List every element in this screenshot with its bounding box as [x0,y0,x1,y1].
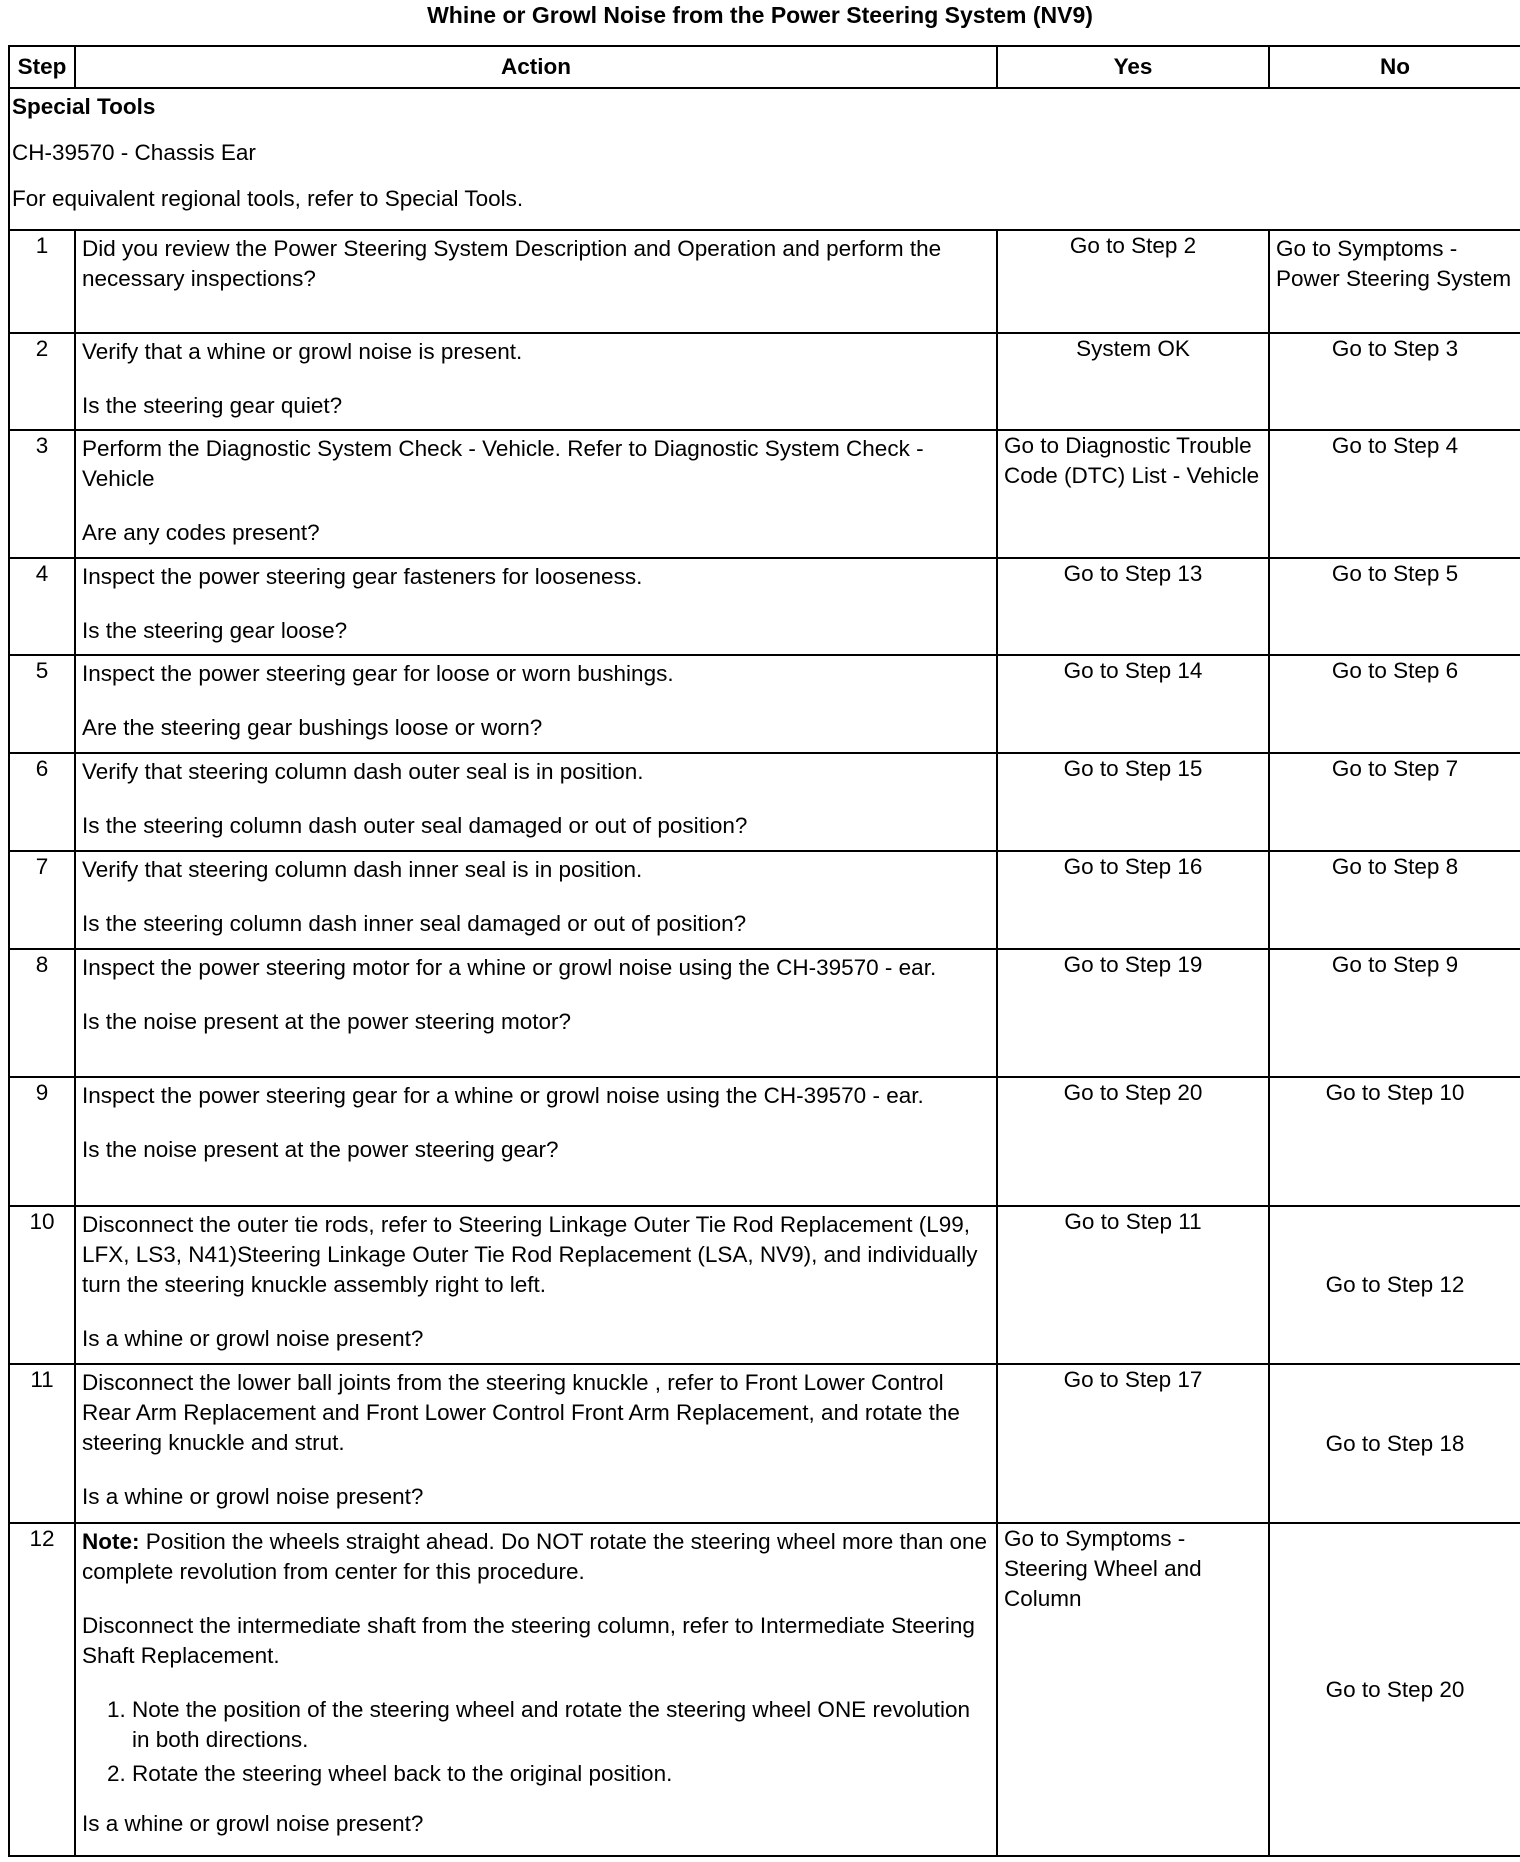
action-text: Perform the Diagnostic System Check - Vehicle. Refer to Diagnostic System Check - Vehicle [82,436,924,491]
no-result: Go to Step 3 [1269,333,1520,430]
table-row [9,655,1520,753]
list-item: 1. Note the position of the steering wheel and rotate the steering wheel ONE revolution in both directions. [132,1695,990,1755]
table-row [9,1523,1520,1856]
step-number: 9 [9,1077,75,1206]
step-number: 8 [9,949,75,1077]
table-row [9,1206,1520,1364]
note-label: Note: [82,1529,140,1554]
yes-result: Go to Symptoms - Steering Wheel and Column [997,1523,1269,1856]
action-text: Verify that steering column dash outer seal is in position. [82,759,644,784]
yes-result: Go to Step 17 [997,1364,1269,1523]
action-text: Verify that steering column dash inner seal is in position. [82,857,643,882]
action-cell [75,430,997,558]
no-result: Go to Step 5 [1269,558,1520,655]
note-text: Position the wheels straight ahead. Do NOT rotate the steering wheel more than one complete revolution from center for this procedure. [82,1529,988,1584]
table-row [9,230,1520,333]
action-question: Is the steering column dash inner seal damaged or out of position? [82,911,747,936]
action-question: Is the noise present at the power steering motor? [82,1009,572,1034]
step-number: 12 [9,1523,75,1856]
action-text: Inspect the power steering gear for loose or worn bushings. [82,661,674,686]
yes-result: Go to Step 20 [997,1077,1269,1206]
step-number: 6 [9,753,75,851]
action-question: Is the steering column dash outer seal damaged or out of position? [82,813,748,838]
yes-result: Go to Step 2 [997,230,1269,333]
step-number: 7 [9,851,75,949]
yes-result: Go to Step 14 [997,655,1269,753]
action-cell [75,851,997,949]
no-result: Go to Step 18 [1269,1364,1520,1523]
no-result: Go to Step 6 [1269,655,1520,753]
special-tools-row [9,88,1520,230]
table-header-row [9,46,1520,88]
header-yes: Yes [997,46,1269,88]
table-row [9,949,1520,1077]
header-action: Action [75,46,997,88]
action-cell [75,1206,997,1364]
yes-result: Go to Step 19 [997,949,1269,1077]
step-number: 3 [9,430,75,558]
action-text: Inspect the power steering motor for a whine or growl noise using the CH-39570 - ear. [82,955,937,980]
table-row [9,753,1520,851]
special-tools-heading: Special Tools [12,94,156,119]
action-question: Is the noise present at the power steering gear? [82,1137,559,1162]
yes-result: Go to Step 13 [997,558,1269,655]
action-cell [75,949,997,1077]
header-no: No [1269,46,1520,88]
action-cell [75,1077,997,1206]
action-cell [75,558,997,655]
action-cell [75,1364,997,1523]
action-question: Is the steering gear quiet? [82,393,343,418]
action-text: Verify that a whine or growl noise is present. [82,339,523,364]
action-cell [75,1523,997,1856]
document-title: Whine or Growl Noise from the Power Steering System (NV9) [427,2,1093,28]
list-item: 2. Rotate the steering wheel back to the original position. [132,1759,990,1789]
action-text: Disconnect the intermediate shaft from the steering column, refer to Intermediate Steering Shaft Replacement. [82,1613,975,1668]
procedure-list [82,1695,990,1789]
action-cell [75,753,997,851]
action-question: Are any codes present? [82,520,320,545]
action-cell [75,655,997,753]
step-number: 4 [9,558,75,655]
table-row [9,333,1520,430]
special-tools-item: CH-39570 - Chassis Ear [12,140,256,165]
action-cell [75,333,997,430]
step-number: 10 [9,1206,75,1364]
special-tools-note: For equivalent regional tools, refer to Special Tools. [12,186,524,211]
step-number: 2 [9,333,75,430]
table-row [9,851,1520,949]
header-step: Step [9,46,75,88]
no-result: Go to Step 20 [1269,1523,1520,1856]
table-row [9,558,1520,655]
action-question: Is a whine or growl noise present? [82,1484,424,1509]
action-question: Are the steering gear bushings loose or worn? [82,715,543,740]
action-question: Is the steering gear loose? [82,618,348,643]
action-text: Inspect the power steering gear for a whine or growl noise using the CH-39570 - ear. [82,1083,924,1108]
action-cell [75,230,997,333]
step-number: 5 [9,655,75,753]
action-text: Inspect the power steering gear fasteners for looseness. [82,564,643,589]
no-result: Go to Symptoms - Power Steering System [1269,230,1520,333]
step-number: 1 [9,230,75,333]
yes-result: Go to Step 15 [997,753,1269,851]
table-row [9,1364,1520,1523]
yes-result: Go to Step 11 [997,1206,1269,1364]
note-paragraph [82,1527,990,1587]
special-tools-cell [9,88,1520,230]
no-result: Go to Step 8 [1269,851,1520,949]
action-question: Is a whine or growl noise present? [82,1811,424,1836]
action-text: Disconnect the lower ball joints from the steering knuckle , refer to Front Lower Control Rear Arm Replacement and Front Lower Control Front Arm Replacement, and rotate the steering knuckle and strut. [82,1370,960,1455]
yes-result: System OK [997,333,1269,430]
no-result: Go to Step 9 [1269,949,1520,1077]
yes-result: Go to Step 16 [997,851,1269,949]
table-row [9,1077,1520,1206]
table-row [9,430,1520,558]
no-result: Go to Step 10 [1269,1077,1520,1206]
no-result: Go to Step 12 [1269,1206,1520,1364]
step-number: 11 [9,1364,75,1523]
no-result: Go to Step 7 [1269,753,1520,851]
action-question: Is a whine or growl noise present? [82,1326,424,1351]
action-text: Disconnect the outer tie rods, refer to Steering Linkage Outer Tie Rod Replacement (L99, LFX, LS3, N41)Steering Linkage Outer Tie Rod Replacement (LSA, NV9), and individually turn the steering knuckle assembly right to left. [82,1212,978,1297]
diagnostic-table [8,45,1520,1857]
action-text: Did you review the Power Steering System Description and Operation and perform the necessary inspections? [82,236,942,291]
no-result: Go to Step 4 [1269,430,1520,558]
yes-result: Go to Diagnostic Trouble Code (DTC) List - Vehicle [997,430,1269,558]
